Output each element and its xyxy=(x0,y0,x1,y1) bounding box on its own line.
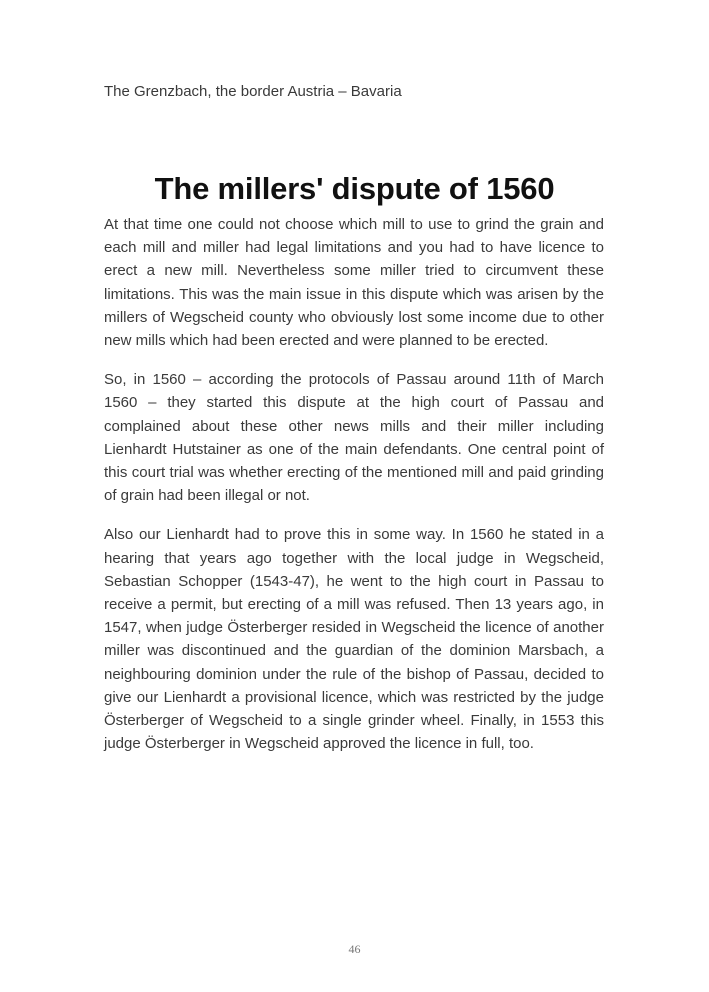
running-header: The Grenzbach, the border Austria – Bavaria xyxy=(104,83,402,100)
paragraph-3: Also our Lienhardt had to prove this in some way. In 1560 he stated in a hearing that years ago together with the local judge in Wegscheid, Sebastian Schopper (1543-47), he went to the high court in Passau to receive a permit, but erecting of a mill was refused. Then 13 years ago, in 1547, when judge Österberger resided in Wegscheid the licence of another miller was discontinued and the guardian of the dominion Marsbach, a neighbouring dominion under the rule of the bishop of Passau, decided to give our Lienhardt a provisional licence, which was restricted by the judge Österberger of Wegscheid to a single grinder wheel. Finally, in 1553 this judge Österberger in Wegscheid approved the licence in full, too. xyxy=(104,526,604,753)
body-text xyxy=(104,213,604,771)
chapter-title: The millers' dispute of 1560 xyxy=(154,170,555,206)
page-number: 46 xyxy=(348,942,361,956)
paragraph-1: At that time one could not choose which mill to use to grind the grain and each mill and miller had legal limitations and you had to have licence to erect a new mill. Nevertheless some miller tried to circumvent these limitations. This was the main issue in this dispute which was arisen by the millers of Wegscheid county who obviously lost some income due to other new mills which had been erected and were planned to be erected. xyxy=(104,216,604,350)
paragraph-2: So, in 1560 – according the protocols of Passau around 11th of March 1560 – they started this dispute at the high court of Passau and complained about these other news mills and their miller including Lienhardt Hutstainer as one of the main defendants. One central point of this court trial was whether erecting of the mentioned mill and paid grinding of grain had been illegal or not. xyxy=(104,371,604,505)
